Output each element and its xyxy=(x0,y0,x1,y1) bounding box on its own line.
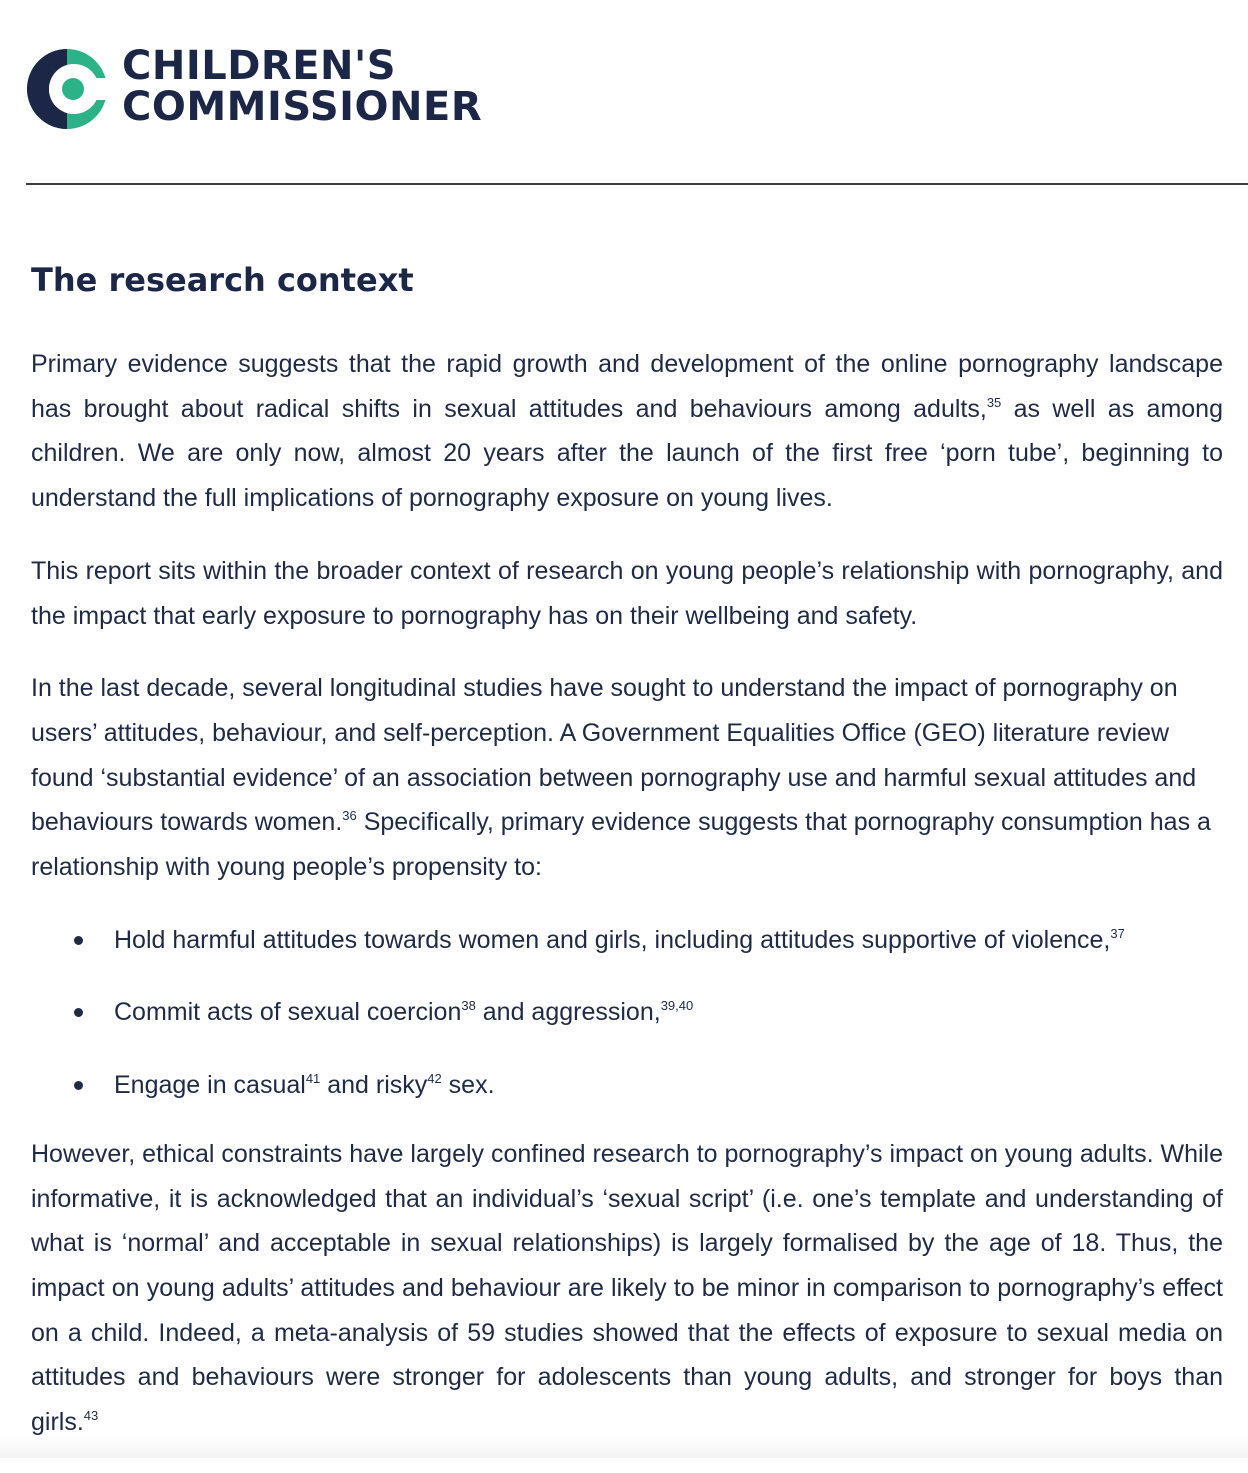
bullet-icon xyxy=(74,1081,83,1090)
footnote-ref[interactable]: 36 xyxy=(342,808,357,824)
footnote-ref[interactable]: 38 xyxy=(461,998,476,1014)
footnote-ref[interactable]: 41 xyxy=(305,1071,321,1087)
paragraph-3 xyxy=(31,666,1223,890)
page-bottom-fade xyxy=(0,1436,1248,1458)
paragraph-text: as well as among children. We are only now, almost 20 years after the launch of the first free ‘porn tube’, beginning to understand the full implications of pornography exposure on young lives. xyxy=(31,394,1223,513)
paragraph-text: In the last decade, several longitudinal studies have sought to understand the impact of pornography on users’ attitudes, behaviour, and self-perception. A Government Equalities Office (GEO) literature review found ‘substantial evidence’ of an association between pornography use and harmful sexual attitudes and behaviours towards women. xyxy=(31,674,1197,837)
section-title: The research context xyxy=(31,261,414,299)
header-divider xyxy=(26,183,1248,185)
paragraph-text: Primary evidence suggests that the rapid growth and development of the online pornography landscape has brought about radical shifts in sexual attitudes and behaviours among adults, xyxy=(31,350,1223,423)
c-logo-icon xyxy=(26,48,108,130)
logo-line-1: CHILDREN'S xyxy=(122,43,397,89)
list-item-text: and aggression, xyxy=(475,998,661,1027)
footnote-ref[interactable]: 39,40 xyxy=(660,998,694,1014)
propensity-list xyxy=(31,918,1223,1108)
paragraph-2 xyxy=(31,549,1223,638)
logo-line-2: COMMISSIONER xyxy=(122,84,483,130)
bullet-icon xyxy=(74,1008,83,1017)
footnote-ref[interactable]: 42 xyxy=(427,1071,442,1087)
paragraph-text: This report sits within the broader context of research on young people’s relationship with pornography, and the impact that early exposure to pornography has on their wellbeing and safety. xyxy=(31,556,1223,630)
paragraph-text: However, ethical constraints have largely confined research to pornography’s impact on young adults. While informative, it is acknowledged that an individual’s ‘sexual script’ (i.e. one’s template and understanding of what is ‘normal’ and acceptable in sexual relationships) is largely formalised by the age of 18. Thus, the impact on young adults’ attitudes and behaviour are likely to be minor in comparison to pornography’s effect on a child. Indeed, a meta-analysis of 59 studies showed that the effects of exposure to sexual media on attitudes and behaviours were stronger for adolescents than young adults, and stronger for boys than girls. xyxy=(31,1139,1223,1437)
list-item-text: and risky xyxy=(320,1071,428,1100)
list-item-text: Commit acts of sexual coercion xyxy=(114,998,462,1027)
logo-wordmark xyxy=(122,43,483,130)
paragraph-4 xyxy=(31,1132,1223,1445)
footnote-ref[interactable]: 35 xyxy=(986,394,1002,410)
list-item xyxy=(31,918,1223,963)
footnote-ref[interactable]: 37 xyxy=(1110,925,1125,941)
body-content xyxy=(31,342,1223,1473)
footnote-ref[interactable]: 43 xyxy=(83,1408,99,1424)
paragraph-1 xyxy=(31,342,1223,521)
list-item xyxy=(31,990,1223,1035)
bullet-icon xyxy=(74,936,83,945)
organisation-logo xyxy=(26,44,506,134)
list-item-text: Hold harmful attitudes towards women and girls, including attitudes supportive of violence, xyxy=(114,925,1111,954)
list-item-text: Engage in casual xyxy=(114,1071,306,1100)
list-item xyxy=(31,1063,1223,1108)
list-item-text: sex. xyxy=(441,1071,495,1100)
paragraph-text: Specifically, primary evidence suggests that pornography consumption has a relationship with young people’s propensity to: xyxy=(31,808,1211,882)
